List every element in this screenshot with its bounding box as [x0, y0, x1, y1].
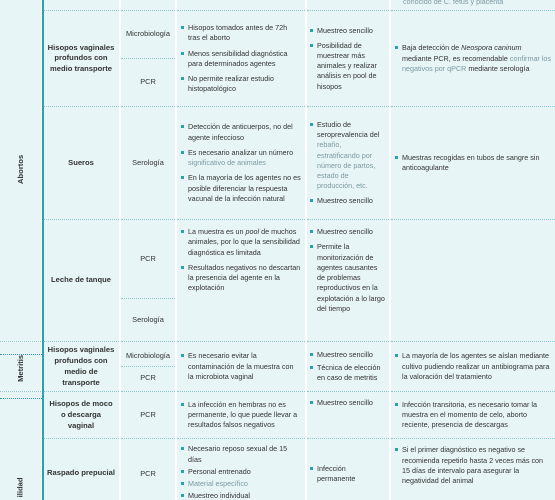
applications-cell: [306, 220, 390, 342]
technique-cell: PCR: [120, 392, 176, 439]
technique-cell: PCR: [120, 439, 176, 500]
section-cell-metritis: [0, 342, 42, 392]
applications-cell: [306, 342, 390, 392]
technique-cell: Microbiología: [120, 11, 176, 59]
list-item: Técnica de elección en caso de metritis: [310, 363, 386, 383]
list-item: Infección permanente: [310, 464, 386, 484]
section-label-abortos: Abortos: [15, 154, 25, 184]
limitations-cell: [176, 439, 306, 500]
technique-cell: Microbiología PCR: [120, 342, 176, 392]
sample-cell: Hisopos vaginales profundos con medio transporte: [42, 11, 120, 107]
section-tick: [0, 398, 42, 400]
section-label-metritis: Metritis: [15, 354, 25, 382]
list-item: Hisopos tomados antes de 72h tras el aborto: [181, 23, 301, 43]
table-row: [0, 220, 555, 342]
list-item: Menos sensibilidad diagnóstica para determinados agentes: [181, 49, 301, 69]
section-tick: [0, 354, 42, 356]
list-item: Muestreo sencillo: [310, 227, 386, 237]
list-item: Muestreo sencillo: [310, 196, 386, 206]
table-row: [0, 11, 555, 59]
applications-cell: [306, 392, 390, 439]
list-item: Si el primer diagnóstico es negativo se recomienda repetirlo hasta 2 veces más con 15 días de intervalo para asegurar la negatividad del animal: [395, 445, 551, 486]
observations-cell: [390, 107, 555, 220]
section-divider-bar: [42, 0, 44, 500]
limitations-cell: [176, 220, 306, 342]
list-item: En la mayoría de los agentes no es posible diferenciar la respuesta vacunal de la infección natural: [181, 173, 301, 204]
limitations-cell: [176, 392, 306, 439]
observations-cell: [390, 439, 555, 500]
sample-cell: Raspado prepucial: [42, 439, 120, 500]
list-item: Resultados negativos no descartan la presencia del agente en la explotación: [181, 263, 301, 294]
sample-cell: Hisopos de moco o descarga vaginal: [42, 392, 120, 439]
section-label-infertilidad: ilidad: [15, 477, 25, 498]
table-row: [0, 107, 555, 220]
technique-cell: PCR: [120, 59, 176, 107]
sample-cell: Hisopos vaginales profundos con medio de transporte: [42, 342, 120, 392]
list-item: Muestreo sencillo: [310, 350, 386, 360]
list-item: La infección en hembras no es permanente, lo que puede llevar a resultados falsos negativos: [181, 400, 301, 431]
list-item: La mayoría de los agentes se aíslan mediante cultivo pudiendo realizar un antibiograma para la valoración del tratamiento: [395, 351, 551, 382]
list-item: Es necesario analizar un número significativo de animales: [181, 148, 301, 168]
list-item: Infección transitoria, es necesario tomar la muestra en el momento de celo, aborto reciente, presencia de descargas: [395, 400, 551, 431]
list-item: Permite la monitorización de agentes causantes de problemas reproductivos en la explotación a lo largo del tiempo: [310, 242, 386, 314]
applications-cell: [306, 439, 390, 500]
obs-text: conocido de C. fetus y placenta: [403, 0, 504, 6]
observations-cell: [390, 11, 555, 107]
list-item: Estudio de seroprevalencia del rebaño, estratificando por número de partos, estado de producción, etc.: [310, 120, 386, 192]
technique-cell: Serología: [120, 107, 176, 220]
limitations-cell: [176, 11, 306, 107]
applications-cell: [306, 107, 390, 220]
sample-cell: Sueros: [42, 107, 120, 220]
applications-cell: [306, 11, 390, 107]
table-row: [0, 439, 555, 500]
list-item: Posibilidad de muestrear más animales y realizar análisis en pool de hisopos: [310, 41, 386, 92]
limitations-cell: [176, 342, 306, 392]
section-cell-abortos: [0, 0, 42, 342]
list-item: Detección de anticuerpos, no del agente infeccioso: [181, 122, 301, 142]
list-item: No permite realizar estudio histopatológico: [181, 74, 301, 94]
list-item: Muestreo individual: [181, 491, 301, 500]
table-row: [0, 0, 555, 11]
list-item: Baja detección de Neospora caninum mediante PCR, es recomendable confirmar los negativos por qPCR mediante serología: [395, 43, 551, 74]
observations-cell: [390, 392, 555, 439]
list-item: Muestras recogidas en tubos de sangre sin anticoagulante: [395, 153, 551, 173]
list-item: Es necesario evitar la contaminación de la muestra con la microbiota vaginal: [181, 351, 301, 382]
table-row: [0, 342, 555, 392]
technique-cell: PCR Serología: [120, 220, 176, 342]
list-item: Personal entrenado: [181, 467, 301, 477]
list-item: Necesario reposo sexual de 15 días: [181, 444, 301, 464]
limitations-cell: [176, 107, 306, 220]
list-item: Material específico: [181, 479, 301, 489]
section-cell-infertilidad: [0, 392, 42, 500]
list-item: Muestreo sencillo: [310, 398, 386, 408]
list-item: La muestra es un pool de muchos animales, por lo que la sensibilidad diagnóstica es limitada: [181, 227, 301, 258]
table-row: [0, 392, 555, 439]
list-item: Muestreo sencillo: [310, 26, 386, 36]
observations-cell: [390, 342, 555, 392]
sample-cell: Leche de tanque: [42, 220, 120, 342]
